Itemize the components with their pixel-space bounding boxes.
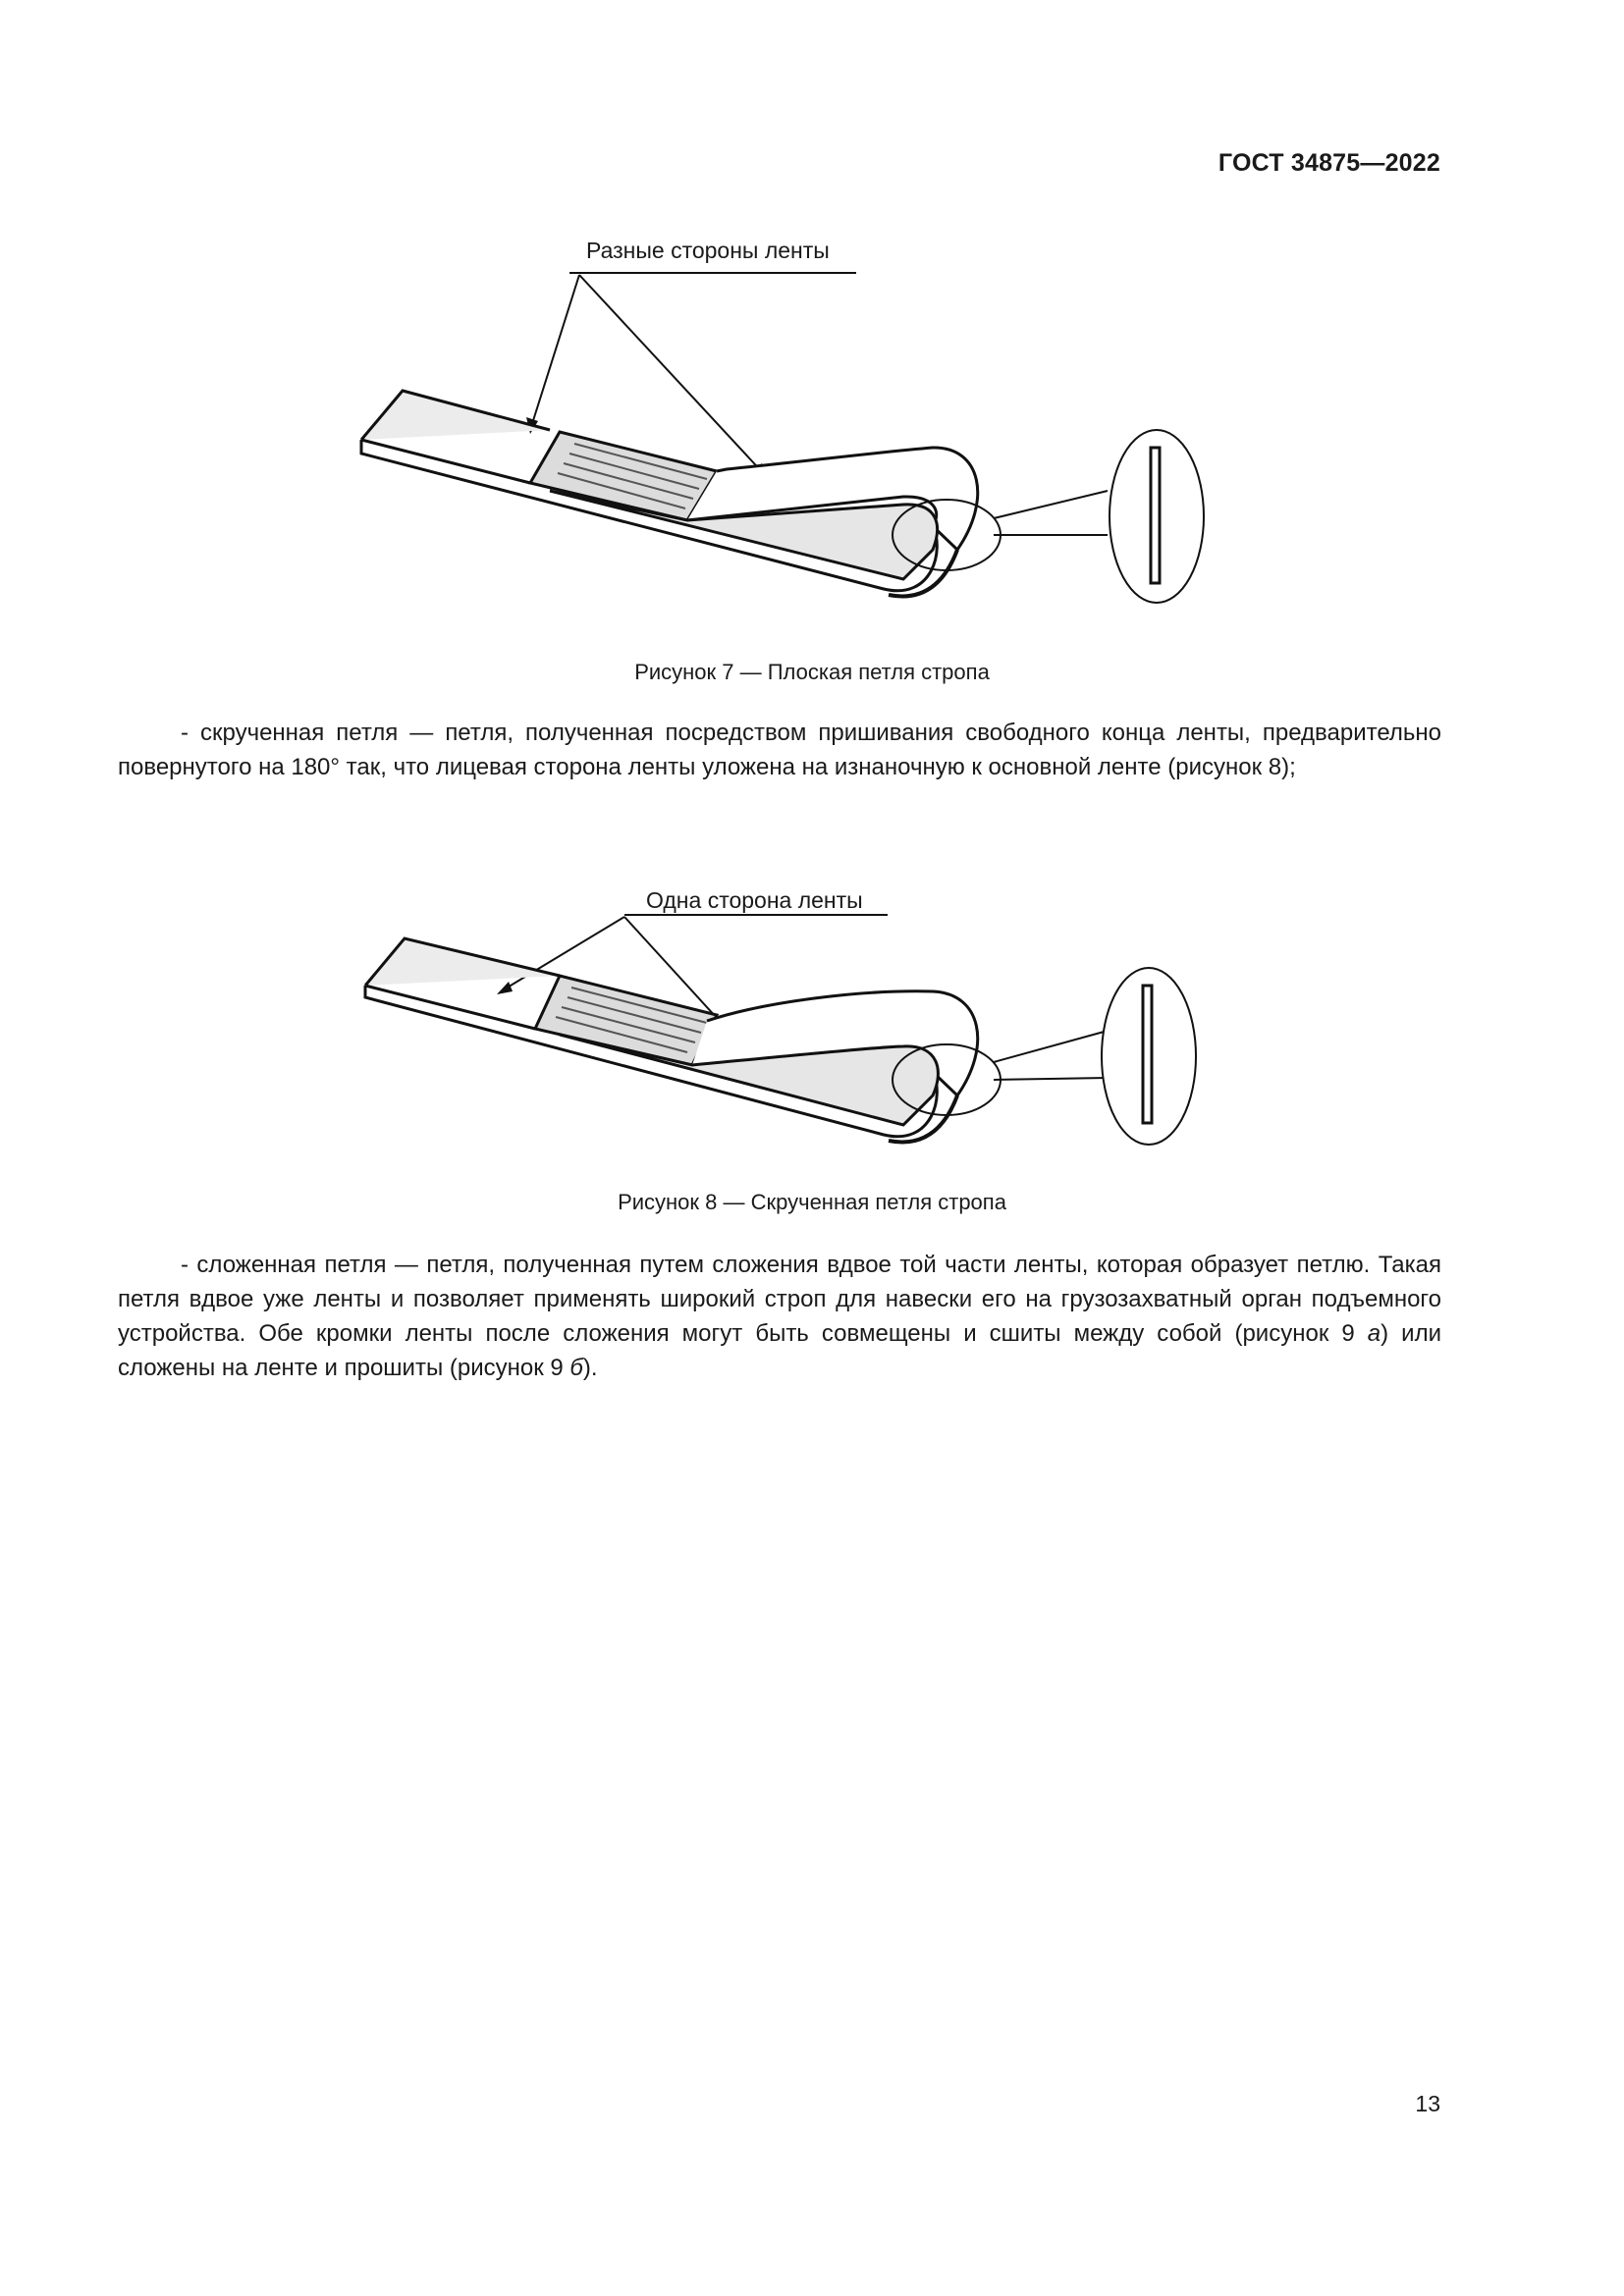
- figure-9b-ref: б: [569, 1355, 583, 1381]
- strap-cross-section: [1143, 986, 1152, 1123]
- figure-7-drawing: [0, 0, 1624, 638]
- figure-8-label: Одна сторона ленты: [646, 887, 863, 913]
- strap-free-end: [361, 391, 550, 440]
- figure-9a-ref: а: [1367, 1320, 1381, 1347]
- paragraph-twisted-loop: - скрученная петля — петля, полученная посредством пришивания свободного конца ленты, предварительно повернутого на 180° так, что лицевая сторона ленты уложена на изнаночную к основной ленте (рисунок 8);: [118, 720, 1441, 780]
- figure-7-caption: Рисунок 7 — Плоская петля стропа: [634, 660, 990, 684]
- document-header: ГОСТ 34875—2022: [1218, 149, 1440, 177]
- leader-line-left: [530, 275, 579, 430]
- strap-cross-section: [1151, 448, 1160, 583]
- paragraph-text: - сложенная петля — петля, полученная путем сложения вдвое той части ленты, которая образует петлю. Такая петля вдвое уже ленты и позволяет применять широкий строп для навески его на грузозахватный орган подъемного устройства. Обе кромки ленты после сложения могут быть совмещены и сшиты между собой (рисунок 9: [118, 1252, 1441, 1347]
- strap-free-end: [365, 938, 560, 986]
- page-number: 13: [1415, 2091, 1440, 2116]
- figure-8-caption: Рисунок 8 — Скрученная петля стропа: [618, 1190, 1006, 1214]
- paragraph-text: ).: [582, 1355, 598, 1381]
- arrow-head: [497, 982, 513, 994]
- paragraph-folded-loop: [118, 1248, 1441, 1385]
- paragraph-text: ) или сложены на ленте и прошиты (рисунок 9: [118, 1320, 1442, 1381]
- figure-7-label: Разные стороны ленты: [586, 238, 830, 263]
